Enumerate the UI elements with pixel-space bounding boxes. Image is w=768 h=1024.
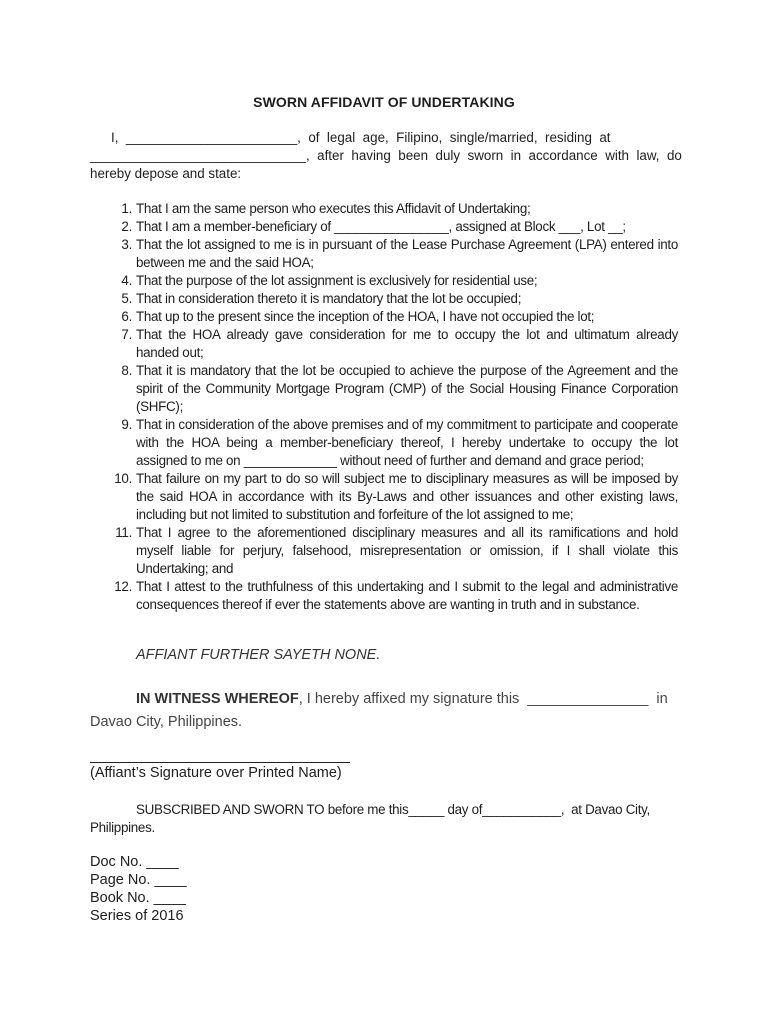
item-text: That I attest to the truthfulness of this undertaking and I submit to the legal and administrative consequences thereof if ever the statements above are wanting in truth and in substance. — [136, 579, 678, 612]
witness-paragraph — [90, 688, 678, 734]
statements-list — [90, 200, 678, 614]
item-text: That it is mandatory that the lot be occupied to achieve the purpose of the Agreement and the spirit of the Community Mortgage Program (CMP) of the Social Housing Finance Corporation (SHFC); — [136, 363, 678, 414]
list-item — [90, 200, 678, 218]
list-item — [90, 290, 678, 308]
list-item — [90, 362, 678, 416]
item-text: That failure on my part to do so will subject me to disciplinary measures as will be imposed by the said HOA in accordance with its By-Laws and other issuances and other existing laws, including but not limited to substitution and forfeiture of the lot assigned to me; — [136, 471, 678, 522]
item-number: 10. — [114, 471, 132, 486]
item-number: 12. — [114, 579, 132, 594]
jurat-line: Philippines. — [90, 820, 155, 835]
signature-line — [90, 752, 350, 763]
witness-text: , I hereby affixed my signature this _______________ in — [298, 691, 668, 707]
intro-line: hereby depose and state: — [90, 166, 242, 181]
item-number: 6. — [121, 309, 132, 324]
item-text: That the purpose of the lot assignment is exclusively for residential use; — [136, 273, 538, 288]
witness-lead: IN WITNESS WHEREOF — [136, 691, 299, 707]
series-year: Series of 2016 — [90, 908, 184, 924]
intro-line: _____________________________, after having been duly sworn in accordance with law, do — [90, 148, 682, 163]
book-number: Book No. ____ — [90, 890, 186, 906]
item-text: That the HOA already gave consideration for me to occupy the lot and ultimatum already handed out; — [136, 327, 678, 360]
item-number: 1. — [121, 201, 132, 216]
list-item — [90, 272, 678, 290]
item-number: 5. — [121, 291, 132, 306]
item-text: That I am a member-beneficiary of ________________, assigned at Block ___, Lot __; — [136, 219, 626, 234]
list-item — [90, 470, 678, 524]
list-item — [90, 236, 678, 272]
intro-paragraph — [90, 129, 682, 183]
list-item — [90, 308, 678, 326]
affiant-sayeth-none: AFFIANT FURTHER SAYETH NONE. — [136, 647, 381, 663]
item-text: That in consideration of the above premises and of my commitment to participate and cooperate with the HOA being a member-beneficiary thereof, I hereby undertake to occupy the lot assigned to me on _____________ without need of further and demand and grace period; — [136, 417, 678, 468]
item-text: That the lot assigned to me is in pursuant of the Lease Purchase Agreement (LPA) entered into between me and the said HOA; — [136, 237, 678, 270]
witness-line: Davao City, Philippines. — [90, 714, 243, 730]
item-number: 2. — [121, 219, 132, 234]
item-number: 4. — [121, 273, 132, 288]
intro-line: I, _______________________, of legal age, Filipino, single/married, residing at — [111, 130, 611, 145]
item-number: 8. — [121, 363, 132, 378]
list-item — [90, 416, 678, 470]
list-item — [90, 218, 678, 236]
item-number: 11. — [115, 525, 132, 540]
signature-label: (Affiant’s Signature over Printed Name) — [90, 765, 342, 781]
item-number: 9. — [121, 417, 132, 432]
notarial-register — [90, 853, 187, 925]
item-number: 3. — [121, 237, 132, 252]
item-text: That up to the present since the inception of the HOA, I have not occupied the lot; — [136, 309, 595, 324]
jurat-line: SUBSCRIBED AND SWORN TO before me this_____ day of___________, at Davao City, — [136, 802, 650, 817]
witness-line — [90, 688, 678, 711]
document-title: SWORN AFFIDAVIT OF UNDERTAKING — [253, 94, 515, 110]
list-item — [90, 578, 678, 614]
jurat-paragraph — [90, 801, 678, 837]
item-text: That I am the same person who executes this Affidavit of Undertaking; — [136, 201, 531, 216]
item-text: That in consideration thereto it is mandatory that the lot be occupied; — [136, 291, 522, 306]
page-number: Page No. ____ — [90, 872, 187, 888]
list-item — [90, 326, 678, 362]
doc-number: Doc No. ____ — [90, 854, 179, 870]
item-number: 7. — [121, 327, 132, 342]
item-text: That I agree to the aforementioned disciplinary measures and all its ramifications and hold myself liable for perjury, falsehood, misrepresentation or omission, if I shall violate this Undertaking; and — [136, 525, 678, 576]
list-item — [90, 524, 678, 578]
